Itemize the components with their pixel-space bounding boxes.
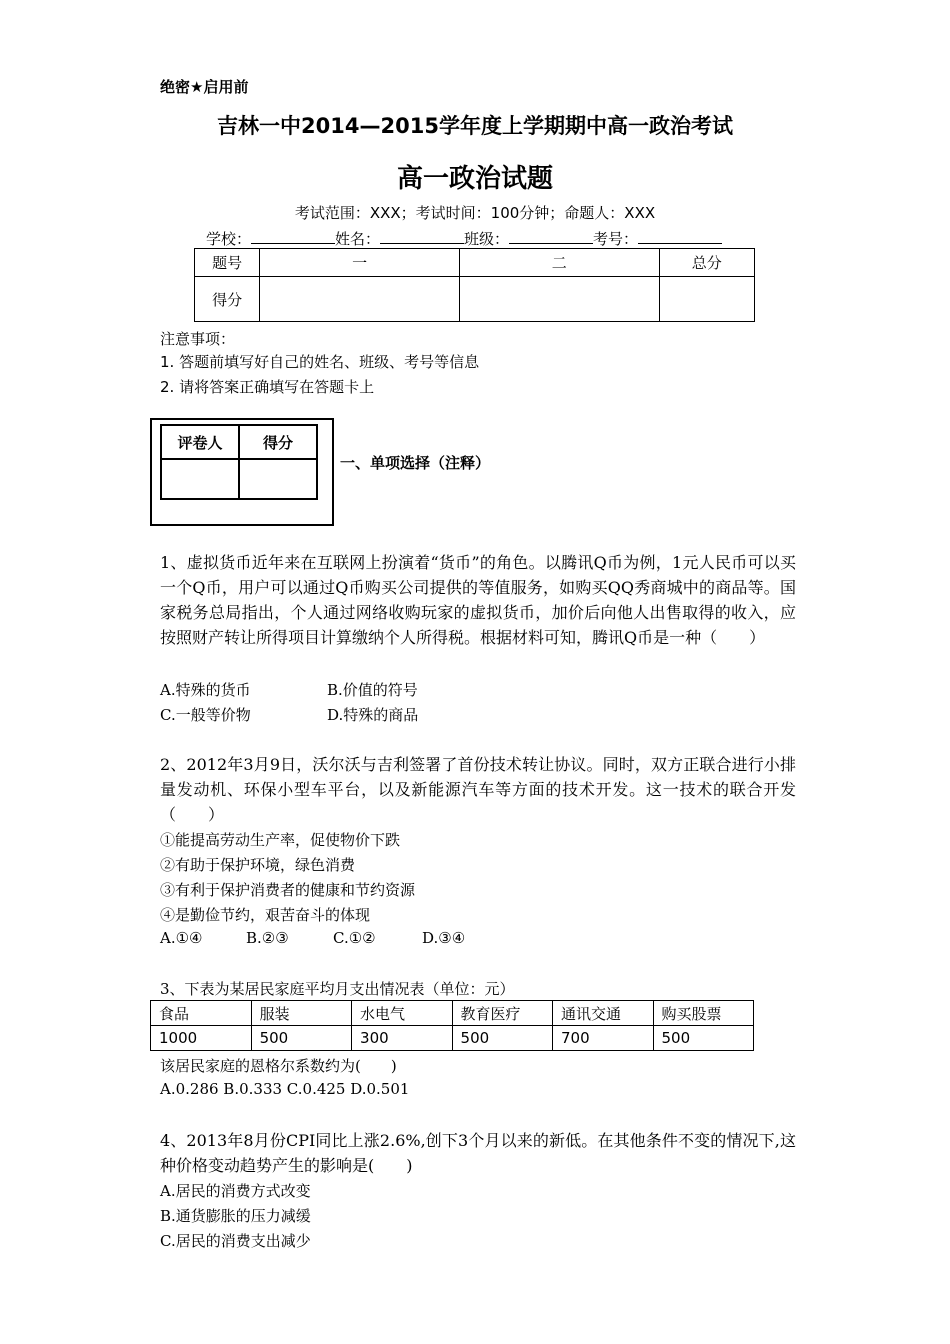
grader-blank-row <box>161 459 317 499</box>
q2-option-a: A.①④ <box>160 929 203 947</box>
score-cell: 一 <box>260 249 460 277</box>
score-cell: 题号 <box>195 249 260 277</box>
expense-header-cell: 服装 <box>251 1001 351 1026</box>
expense-value-row <box>151 1026 754 1051</box>
score-table-score-row <box>195 277 755 322</box>
score-table-header-row <box>195 249 755 277</box>
notice-item: 1. 答题前填写好自己的姓名、班级、考号等信息 <box>160 353 480 371</box>
exam-no-label: 考号： <box>593 230 639 248</box>
q2-option-c: C.①② <box>333 929 376 947</box>
confidential-label: 绝密★启用前 <box>160 78 249 96</box>
grader-blank-cell <box>239 459 317 499</box>
expense-value-cell: 700 <box>553 1026 653 1051</box>
class-label: 班级： <box>464 230 510 248</box>
exam-title: 吉林一中2014—2015学年度上学期期中高一政治考试 <box>217 114 733 138</box>
expense-header-cell: 购买股票 <box>653 1001 754 1026</box>
class-blank <box>509 227 593 244</box>
q2-statement: ③有利于保护消费者的健康和节约资源 <box>160 881 416 899</box>
expense-value-cell: 1000 <box>151 1026 252 1051</box>
q3-options: A.0.286 B.0.333 C.0.425 D.0.501 <box>160 1080 410 1098</box>
score-blank-cell <box>459 277 659 322</box>
q1-option-c: C.一般等价物 <box>160 706 251 724</box>
question-4-stem: 4、2013年8月份CPI同比上涨2.6%,创下3个月以来的新低。在其他条件不变的情况下,这种价格变动趋势产生的影响是( ) <box>160 1131 796 1175</box>
expense-header-row <box>151 1001 754 1026</box>
expense-value-cell: 500 <box>653 1026 754 1051</box>
score-table <box>194 248 755 322</box>
expense-header-cell: 通讯交通 <box>553 1001 653 1026</box>
school-blank <box>251 227 335 244</box>
school-label: 学校： <box>206 230 252 248</box>
grader-header-row <box>161 425 317 459</box>
score-cell: 二 <box>459 249 659 277</box>
expense-header-cell: 教育医疗 <box>452 1001 552 1026</box>
q1-option-b: B.价值的符号 <box>327 681 418 699</box>
expense-value-cell: 500 <box>251 1026 351 1051</box>
exam-no-blank <box>638 227 722 244</box>
question-3-question: 该居民家庭的恩格尔系数约为( ) <box>160 1057 397 1075</box>
q4-option-a: A.居民的消费方式改变 <box>160 1182 311 1200</box>
expense-header-cell: 食品 <box>151 1001 252 1026</box>
q4-option-b: B.通货膨胀的压力减缓 <box>160 1207 311 1225</box>
score-blank-cell <box>659 277 754 322</box>
q1-option-a: A.特殊的货币 <box>160 681 251 699</box>
q2-statement: ②有助于保护环境，绿色消费 <box>160 856 356 874</box>
q4-option-c: C.居民的消费支出减少 <box>160 1232 311 1250</box>
q2-statement: ④是勤俭节约，艰苦奋斗的体现 <box>160 906 371 924</box>
question-1-stem: 1、虚拟货币近年来在互联网上扮演着“货币”的角色。以腾讯Q币为例，1元人民币可以买一个Q币，用户可以通过Q币购买公司提供的等值服务，如购买QQ秀商城中的商品等。国家税务总局指出，个人通过网络收购玩家的虚拟货币，加价后向他人出售取得的收入，应按照财产转让所得项目计算缴纳个人所得税。根据材料可知，腾讯Q币是一种（ ） <box>160 553 796 647</box>
q1-option-d: D.特殊的商品 <box>327 706 419 724</box>
grader-table <box>160 424 318 500</box>
q2-option-d: D.③④ <box>422 929 466 947</box>
notice-title: 注意事项： <box>160 330 236 348</box>
expense-value-cell: 500 <box>452 1026 552 1051</box>
name-blank <box>380 227 464 244</box>
score-blank-cell <box>260 277 460 322</box>
grader-blank-cell <box>161 459 239 499</box>
question-2-stem: 2、2012年3月9日，沃尔沃与吉利签署了首份技术转让协议。同时，双方正联合进行小排量发动机、环保小型车平台，以及新能源汽车等方面的技术开发。这一技术的联合开发（ ） <box>160 755 796 824</box>
expense-header-cell: 水电气 <box>352 1001 452 1026</box>
question-3-stem: 3、下表为某居民家庭平均月支出情况表（单位：元） <box>160 980 515 998</box>
q2-statement: ①能提高劳动生产率，促使物价下跌 <box>160 831 401 849</box>
section-title: 一、单项选择（注释） <box>340 454 491 472</box>
exam-info: 考试范围：XXX；考试时间：100分钟；命题人：XXX <box>294 204 656 222</box>
student-info-line <box>206 227 722 249</box>
score-cell: 得分 <box>195 277 260 322</box>
notice-item: 2. 请将答案正确填写在答题卡上 <box>160 378 375 396</box>
grader-header-cell: 得分 <box>239 425 317 459</box>
grader-header-cell: 评卷人 <box>161 425 239 459</box>
score-cell: 总分 <box>659 249 754 277</box>
expense-value-cell: 300 <box>352 1026 452 1051</box>
expense-table <box>150 1000 754 1051</box>
q2-option-b: B.②③ <box>246 929 289 947</box>
name-label: 姓名： <box>335 230 381 248</box>
exam-subtitle: 高一政治试题 <box>396 164 553 194</box>
